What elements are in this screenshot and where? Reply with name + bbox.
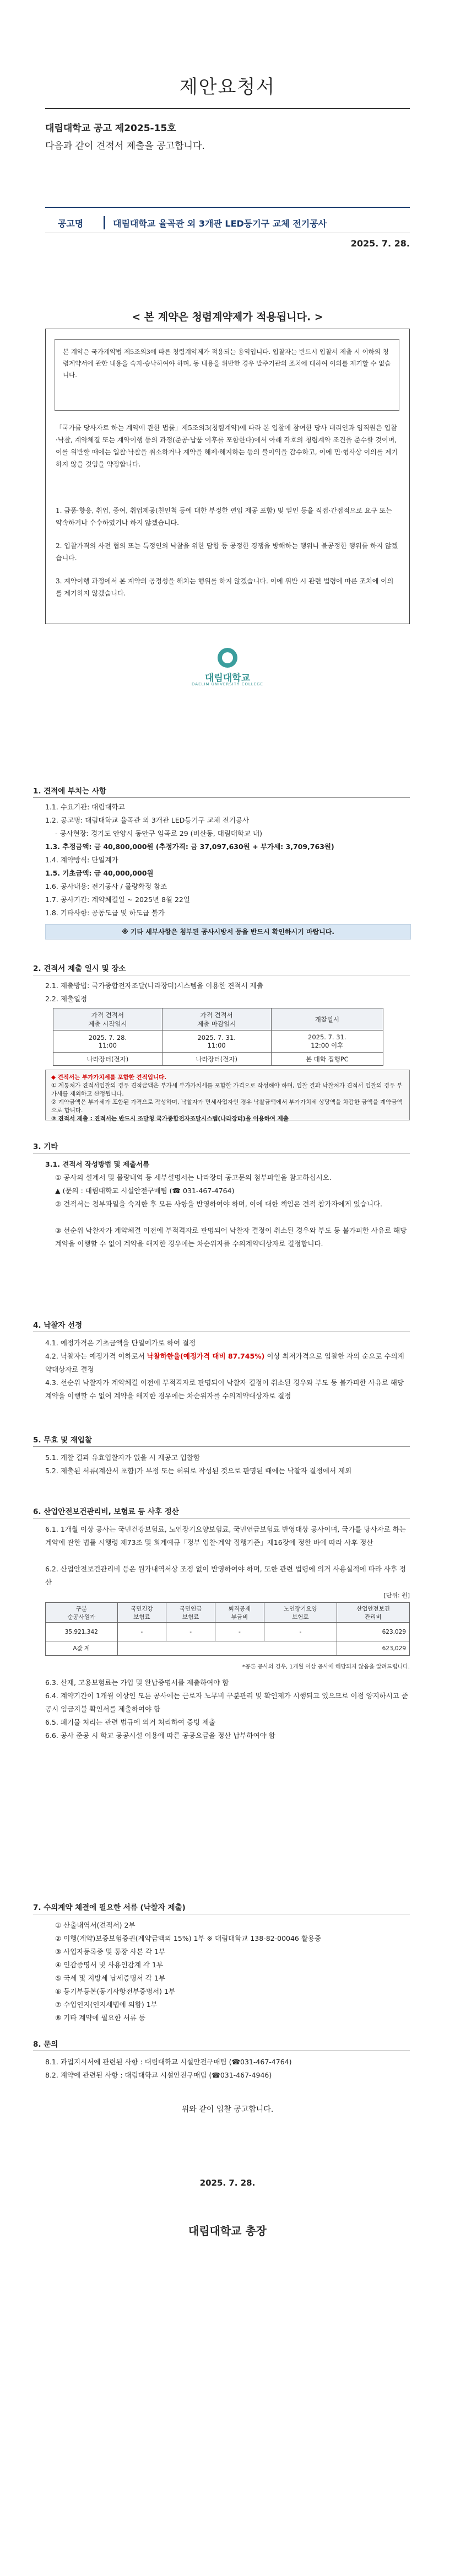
cost-total-label: A값 계 [46, 1641, 118, 1656]
s6-line-4: 6.4. 계약기간이 1개월 이상인 모든 공사에는 근로자 노무비 구분관리 및 확인제가 시행되고 있으므로 이점 양지하시고 준공시 임금지불 확인서를 제출하여야 함 [45, 1692, 408, 1713]
section-3-title: 3. 기타 [33, 1142, 58, 1151]
title-divider [45, 108, 410, 109]
logo-name: 대림대학교 [204, 673, 251, 684]
project-label: 공고명 [57, 218, 84, 229]
document-title: 제안요청서 [179, 76, 276, 98]
s6-unit-label: [단위: 원] [383, 1592, 410, 1599]
s4-line-2-prefix: 4.2. 낙찰자는 예정가격 이하로서 [45, 1352, 145, 1360]
vat-warning-box [45, 1070, 410, 1120]
vat-warning-title: ◆ 견적서는 부가가치세를 포함한 견적입니다. [51, 1074, 167, 1081]
section-6-title: 6. 산업안전보건관리비, 보험료 등 사후 정산 [33, 1507, 179, 1516]
integrity-notice-box [45, 329, 410, 624]
integrity-paragraph-1: 「국가를 당사자로 하는 계약에 관한 법률」제5조의3(청렴계약)에 따라 본 입찰에 참여한 당사 대리인과 임직원은 입찰·낙찰, 계약체결 또는 계약이행 등의 과정(준공·납품 이후를 포함한다)에서 아래 각호의 청렴계약 조건을 준수할 것이며, 이를 위반할 때에는 입찰·낙찰을 취소하거나 계약을 해제·해지하는 등의 불이익을 감수하고, 이에 민·형사상 이의를 제기하지 않을 것임을 약정합니다. [56, 424, 398, 468]
s7-item-4: ④ 인감증명서 및 사용인감계 각 1부 [55, 1961, 164, 1969]
integrity-paragraph-2: 1. 금품·향응, 취업, 증여, 취업제공(친인척 등에 대한 부정한 편입 제공 포함) 및 일인 등을 직접·간접적으로 요구 또는 약속하거나 수수하였거나 하지 않겠습니다. [56, 507, 392, 527]
s5-line-1: 5.1. 개찰 결과 유효입찰자가 없을 시 재공고 입찰함 [45, 1453, 201, 1462]
s6-line-2: 6.2. 산업안전보건관리비 등은 원가내역서상 조정 없이 반영하여야 하며, 또한 관련 법령에 의거 사용실적에 따라 사후 정산 [45, 1565, 406, 1586]
section-1-rule [33, 797, 410, 798]
section-7-title: 7. 수의계약 체결에 필요한 서류 (낙찰자 제출) [33, 1903, 186, 1912]
vat-warning-2: ② 계약금액은 부가세가 포함된 가격으로 작성하며, 낙찰자가 면세사업자인 경우 낙찰금액에서 부가가치세 상당액을 차감한 금액을 계약금액으로 합니다. [51, 1099, 403, 1114]
project-name: 대림대학교 율곡관 외 3개관 LED등기구 교체 전기공사 [113, 218, 327, 229]
s6-line-5: 6.5. 폐기물 처리는 관련 법규에 의거 처리하여 증빙 제출 [45, 1718, 216, 1726]
s2-line-1: 2.1. 제출방법: 국가종합전자조달(나라장터)시스템을 이용한 견적서 제출 [45, 981, 263, 990]
s1-line-6: 1.6. 공사내용: 전기공사 / 물량확정 참조 [45, 882, 167, 890]
integrity-paragraph-3: 2. 입찰가격의 사전 협의 또는 특정인의 낙찰을 위한 담합 등 공정한 경쟁을 방해하는 행위나 불공정한 행위를 하지 않겠습니다. [56, 542, 398, 562]
s8-line-1: 8.1. 과업지시서에 관련된 사항 : 대림대학교 시설안전구매팀 (☎031-467-4764) [45, 2058, 292, 2066]
cost-header-6: 산업안전보건 관리비 [337, 1603, 409, 1623]
s8-line-2: 8.2. 계약에 관련된 사항 : 대림대학교 시설안전구매팀 (☎031-467-4946) [45, 2071, 272, 2079]
s6-line-1: 6.1. 1개월 이상 공사는 국민건강보험료, 노인장기요양보험료, 국민연금보험료 반영대상 공사이며, 국가를 당사자로 하는 계약에 관한 법률 시행령 제73조 및 회계예규「정부 입찰·계약 집행기준」제16장에 정한 바에 따라 사후 정산 [45, 1525, 406, 1547]
s6-line-6: 6.6. 공사 준공 시 학교 공공시설 이용에 따른 공공요금을 정산 납부하여야 함 [45, 1731, 275, 1740]
cost-cell-1-6: 623,029 [337, 1623, 409, 1641]
schedule-header-end: 가격 견적서 제출 마감일시 [162, 1008, 271, 1031]
cost-total-value: 623,029 [337, 1641, 409, 1656]
schedule-header-open: 개찰일시 [271, 1008, 383, 1031]
s7-item-3: ③ 사업자등록증 및 통장 사본 각 1부 [55, 1947, 165, 1956]
schedule-end-date: 2025. 7. 31. 11:00 [162, 1031, 271, 1053]
logo-emblem-icon [218, 648, 237, 668]
s6-line-3: 6.3. 산재, 고용보험료는 가입 및 완납증명서를 제출하여야 함 [45, 1678, 229, 1687]
s1-line-4: 1.4. 계약방식: 단일계가 [45, 856, 118, 864]
s2-line-2: 2.2. 제출일정 [45, 995, 88, 1003]
integrity-notice-title: < 본 계약은 청렴계약제가 적용됩니다. > [132, 311, 323, 323]
schedule-open-place: 본 대학 집행PC [271, 1053, 383, 1066]
cost-header-1: 구분 순공사원가 [46, 1603, 118, 1623]
s4-line-2 [45, 1350, 410, 1376]
schedule-end-place: 나라장터(전자) [162, 1053, 271, 1066]
s1-line-5: 1.5. 기초금액: 금 40,000,000원 [45, 869, 154, 877]
university-logo [189, 648, 266, 692]
section-5-rule [33, 1446, 410, 1447]
s3-line-1a: ▲ (문의 : 대림대학교 시설안전구매팀 (☎ 031-467-4764) [55, 1187, 235, 1195]
cost-cell-1-1: 35,921,342 [46, 1623, 118, 1641]
integrity-summary-box: 본 계약은 국가계약법 제5조의3에 따른 청렴계약제가 적용되는 용역입니다. 입찰자는 반드시 입찰서 제출 시 이하의 청렴계약서에 관한 내용을 숙지·승낙하여야 하며, 동 내용을 위반한 경우 발주기관의 조치에 대하여 이의를 제기할 수 없습니다. [55, 339, 399, 411]
intro-text: 다음과 같이 견적서 제출을 공고합니다. [45, 141, 205, 152]
cost-total-spacer [117, 1641, 337, 1656]
s1-line-1: 1.1. 수요기관: 대림대학교 [45, 803, 125, 811]
s4-line-3: 4.3. 선순위 낙찰자가 계약체결 이전에 부적격자로 판명되어 낙찰자 결정이 취소된 경우와 부도 등 불가피한 사유로 해당계약을 이행할 수 없어 계약을 해지한 경우에는 차순위자를 수의계약대상자로 결정 [45, 1378, 404, 1400]
notice-number: 대림대학교 공고 제2025-15호 [45, 123, 176, 134]
section-5-title: 5. 무효 및 재입찰 [33, 1436, 92, 1445]
cost-cell-1-5: - [264, 1623, 337, 1641]
s4-line-2-suffix: 이상 최저가격으로 입찰한 자의 순으로 수의계약대상자로 결정 [45, 1352, 404, 1373]
schedule-open-date: 2025. 7. 31. 12:00 이후 [271, 1031, 383, 1053]
s7-item-2: ② 이행(계약)보증보험증권(계약금액의 15%) 1부 ※ 대림대학교 138-82-00046 활용중 [55, 1934, 322, 1942]
s1-line-2: 1.2. 공고명: 대림대학교 율곡관 외 3개관 LED등기구 교체 전기공사 [45, 816, 250, 824]
cost-table [45, 1602, 410, 1656]
s7-item-5: ⑤ 국세 및 지방세 납세증명서 각 1부 [55, 1974, 165, 1982]
integrity-paragraph-4: 3. 계약이행 과정에서 본 계약의 공정성을 해치는 행위를 하지 않겠습니다. 이에 위반 시 관련 법령에 따른 조치에 이의를 제기하지 않겠습니다. [56, 577, 394, 597]
schedule-start-date: 2025. 7. 28. 11:00 [53, 1031, 162, 1053]
s6-table-note: *공론 공사의 경우, 1개월 이상 공사에 해당되지 않음을 알려드립니다. [242, 1664, 410, 1670]
s7-item-1: ① 산출내역서(견적서) 2부 [55, 1921, 136, 1929]
cost-header-2: 국민건강 보험료 [117, 1603, 166, 1623]
cost-cell-1-2: - [117, 1623, 166, 1641]
s7-item-8: ⑧ 기타 계약에 필요한 서류 등 [55, 2014, 145, 2022]
schedule-table [53, 1008, 383, 1066]
vat-warning-1: ① 계통처가 견적서입찰의 경우 견적금액은 부가세 부가가치세를 포함한 가격으로 작성해야 하며, 입찰 결과 낙찰처가 견적서 입찰의 경우 부가세를 제외하고 산정됩니다. [51, 1082, 403, 1097]
s3-line-1: ① 공사의 설계서 및 물량내역 등 세부설명서는 나라장터 공고문의 첨부파일을 참고하십시오. [55, 1173, 332, 1182]
s1-line-2a: - 공사현장: 경기도 안양시 동안구 임곡로 29 (비산동, 대림대학교 내) [55, 829, 262, 838]
s1-line-7: 1.7. 공사기간: 계약체결일 ~ 2025년 8월 22일 [45, 895, 190, 904]
project-date: 2025. 7. 28. [350, 238, 410, 249]
cost-header-5: 노인장기요양 보험료 [264, 1603, 337, 1623]
signer: 대림대학교 총장 [188, 2224, 267, 2237]
cost-header-3: 국민연금 보험료 [166, 1603, 215, 1623]
section-4-title: 4. 낙찰자 선정 [33, 1321, 83, 1330]
vat-warning-3: ③ 견적서 제출 : 견적서는 반드시 조달청 국가종합전자조달시스템(나라장터)을 이용하여 제출 [51, 1115, 289, 1122]
logo-english-name: DAELIM UNIVERSITY COLLEGE [192, 682, 263, 686]
project-separator [104, 216, 105, 229]
project-title-bar [45, 216, 410, 229]
s4-bid-floor-rate: 낙찰하한율(예정가격 대비 87.745%) [147, 1352, 265, 1360]
s3-line-3: ③ 선순위 낙찰자가 계약체결 이전에 부적격자로 판명되어 낙찰자 결정이 취소된 경우와 부도 등 불가피한 사유로 해당계약을 이행할 수 없어 계약을 해지한 경우에는 차순위자를 수의계약대상자로 결정합니다. [55, 1226, 407, 1248]
section-1-title: 1. 견적에 부치는 사항 [33, 787, 106, 796]
s7-item-6: ⑥ 등기부등본(동기사항전부증명서) 1부 [55, 1987, 175, 1995]
project-rule-top [45, 207, 410, 208]
cost-header-4: 퇴직공제 부금비 [215, 1603, 264, 1623]
section-2-title: 2. 견적서 제출 일시 및 장소 [33, 964, 126, 973]
s3-heading: 3.1. 견적서 작성방법 및 제출서류 [45, 1160, 150, 1168]
cost-cell-1-4: - [215, 1623, 264, 1641]
s5-line-2: 5.2. 제출된 서류(계산서 포함)가 부정 또는 허위로 작성된 것으로 판명된 때에는 낙찰자 결정에서 제외 [45, 1467, 352, 1475]
cost-cell-1-3: - [166, 1623, 215, 1641]
s1-line-8: 1.8. 기타사항: 공동도급 및 하도급 불가 [45, 909, 165, 917]
s7-item-7: ⑦ 수입인지(인지세법에 의함) 1부 [55, 2000, 158, 2009]
schedule-start-place: 나라장터(전자) [53, 1053, 162, 1066]
s4-line-1: 4.1. 예정가격은 기초금액을 단일예가로 하여 결정 [45, 1339, 196, 1347]
s3-line-2: ② 견적서는 첨부파일을 숙지한 후 모든 사항을 반영하여야 하며, 이에 대한 책임은 견적 참가자에게 있습니다. [55, 1200, 383, 1208]
section-8-title: 8. 문의 [33, 2040, 58, 2049]
footer-date: 2025. 7. 28. [199, 2178, 256, 2188]
s1-highlight-notice: ※ 기타 세부사항은 첨부된 공사시방서 등을 반드시 확인하시기 바랍니다. [45, 924, 411, 940]
closing-text: 위와 같이 입찰 공고합니다. [181, 2105, 274, 2114]
schedule-header-start: 가격 견적서 제출 시작일시 [53, 1008, 162, 1031]
s1-line-3: 1.3. 추정금액: 금 40,800,000원 (추정가격: 금 37,097,630원 + 부가세: 3,709,763원) [45, 842, 334, 851]
